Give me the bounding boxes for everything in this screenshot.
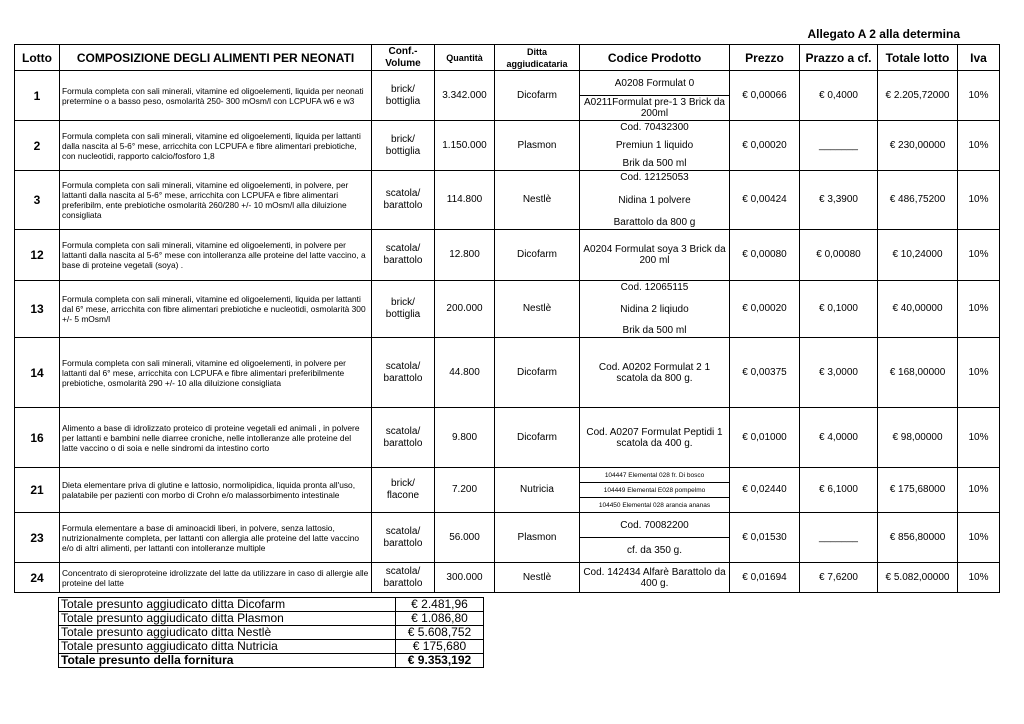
totals-row bbox=[59, 598, 484, 612]
lotto-number: 14 bbox=[15, 338, 60, 408]
conf-volume: scatola/ barattolo bbox=[372, 230, 435, 281]
table-row bbox=[15, 230, 1000, 281]
grand-total-label: Totale presunto della fornitura bbox=[59, 654, 396, 668]
conf-volume: brick/ bottiglia bbox=[372, 71, 435, 121]
product-code-line: Cod. A0202 Formulat 2 1 scatola da 800 g. bbox=[598, 361, 711, 384]
composition-text: Formula completa con sali minerali, vitamine ed oligoelementi, in polvere per lattanti dalla nascita al 5-6° mese con intolleranza alle proteine del latte vaccino, a base di proteine vegetali (soya) . bbox=[60, 230, 372, 281]
vat-rate: 10% bbox=[958, 513, 1000, 563]
product-code-cell bbox=[580, 281, 730, 338]
totals-label: Totale presunto aggiudicato ditta Dicofarm bbox=[59, 598, 396, 612]
supplier-name: Nestlè bbox=[495, 281, 580, 338]
lotto-number: 3 bbox=[15, 171, 60, 230]
unit-price: € 0,01000 bbox=[730, 408, 800, 468]
document-title: Allegato A 2 alla determina bbox=[807, 27, 960, 41]
unit-price: € 0,01530 bbox=[730, 513, 800, 563]
product-code-line: Nidina 2 liqiudo bbox=[620, 303, 689, 315]
quantity-value: 9.800 bbox=[435, 408, 495, 468]
product-code-line: Cod. 12065115 bbox=[620, 282, 689, 293]
supplier-name: Nestlè bbox=[495, 563, 580, 593]
col-header-iva: Iva bbox=[958, 45, 1000, 71]
product-code-cell bbox=[580, 230, 730, 281]
lotto-number: 12 bbox=[15, 230, 60, 281]
unit-price: € 0,00020 bbox=[730, 121, 800, 171]
product-code-cell bbox=[580, 468, 730, 513]
totals-label: Totale presunto aggiudicato ditta Nutricia bbox=[59, 640, 396, 654]
product-code-line: Brik da 500 ml bbox=[622, 158, 687, 169]
quantity-value: 300.000 bbox=[435, 563, 495, 593]
conf-volume: scatola/ barattolo bbox=[372, 513, 435, 563]
totals-label: Totale presunto aggiudicato ditta Plasmon bbox=[59, 612, 396, 626]
col-header-composizione: COMPOSIZIONE DEGLI ALIMENTI PER NEONATI bbox=[60, 45, 372, 71]
col-header-totale: Totale lotto bbox=[878, 45, 958, 71]
table-row bbox=[15, 563, 1000, 593]
lotto-number: 2 bbox=[15, 121, 60, 171]
quantity-value: 1.150.000 bbox=[435, 121, 495, 171]
supplier-name: Dicofarm bbox=[495, 230, 580, 281]
lot-total: € 230,00000 bbox=[878, 121, 958, 171]
product-code-line: Nidina 1 polvere bbox=[618, 194, 691, 206]
product-code-line: Cod. 12125053 bbox=[620, 172, 689, 183]
vat-rate: 10% bbox=[958, 338, 1000, 408]
product-code-cell bbox=[580, 563, 730, 593]
lot-total: € 10,24000 bbox=[878, 230, 958, 281]
table-row bbox=[15, 121, 1000, 171]
product-code-line: Cod. A0207 Formulat Peptidi 1 scatola da 400 g. bbox=[586, 426, 723, 449]
table-row bbox=[15, 281, 1000, 338]
composition-text: Concentrato di sieroproteine idrolizzate del latte da utilizzare in caso di allergie alle proteine del latte bbox=[60, 563, 372, 593]
quantity-value: 3.342.000 bbox=[435, 71, 495, 121]
price-per-package: € 6,1000 bbox=[800, 468, 878, 513]
price-per-package: € 3,3900 bbox=[800, 171, 878, 230]
product-code-line: Brik da 500 ml bbox=[622, 325, 687, 336]
unit-price: € 0,00424 bbox=[730, 171, 800, 230]
lot-total: € 5.082,00000 bbox=[878, 563, 958, 593]
lotto-number: 13 bbox=[15, 281, 60, 338]
product-code-cell bbox=[580, 171, 730, 230]
vat-rate: 10% bbox=[958, 281, 1000, 338]
unit-price: € 0,00020 bbox=[730, 281, 800, 338]
table-row bbox=[15, 338, 1000, 408]
lotto-number: 23 bbox=[15, 513, 60, 563]
lots-table bbox=[14, 44, 1000, 593]
lot-total: € 175,68000 bbox=[878, 468, 958, 513]
table-row bbox=[15, 71, 1000, 121]
product-code-line: 104449 Elemental E028 pompelmo bbox=[580, 483, 729, 498]
product-code-line: A0204 Formulat soya 3 Brick da 200 ml bbox=[583, 244, 726, 266]
col-header-lotto: Lotto bbox=[15, 45, 60, 71]
table-row bbox=[15, 513, 1000, 563]
grand-total-row bbox=[59, 654, 484, 668]
composition-text: Formula completa con sali minerali, vitamine ed oligoelementi, liquida per lattanti dal 6° mese, arricchita con fibre alimentari prebiotiche e nucleotidi, osmolarità 300 +/- 5 mOsm/l bbox=[60, 281, 372, 338]
conf-volume: scatola/ barattolo bbox=[372, 171, 435, 230]
table-header-row bbox=[15, 45, 1000, 71]
totals-label: Totale presunto aggiudicato ditta Nestlè bbox=[59, 626, 396, 640]
lot-total: € 168,00000 bbox=[878, 338, 958, 408]
price-per-package: _______ bbox=[800, 513, 878, 563]
supplier-name: Dicofarm bbox=[495, 71, 580, 121]
col-header-ditta: Ditta aggiudicataria bbox=[495, 45, 580, 71]
vat-rate: 10% bbox=[958, 408, 1000, 468]
lot-total: € 2.205,72000 bbox=[878, 71, 958, 121]
quantity-value: 114.800 bbox=[435, 171, 495, 230]
col-header-codice: Codice Prodotto bbox=[580, 45, 730, 71]
composition-text: Formula completa con sali minerali, vitamine ed oligoelementi, liquida per lattanti dalla nascita al 5-6° mese, arricchita con LCPUFA e fibre alimentari prebiotiche, con nucleotidi, rapporto calcio/fosforo 1,8 bbox=[60, 121, 372, 171]
product-code-line: cf. da 350 g. bbox=[626, 544, 683, 556]
price-per-package: € 0,00080 bbox=[800, 230, 878, 281]
composition-text: Formula elementare a base di aminoacidi liberi, in polvere, senza lattosio, nutrizionalmente completa, per lattanti con allergia alle proteine del latte vaccino e/o di altri alimenti, per lattanti con intolleranze multiple bbox=[60, 513, 372, 563]
table-row bbox=[15, 408, 1000, 468]
product-code-cell bbox=[580, 408, 730, 468]
product-code-line: 104447 Elemental 028 fr. Di bosco bbox=[580, 468, 729, 483]
product-code-cell bbox=[580, 121, 730, 171]
product-code-line: Barattolo da 800 g bbox=[613, 217, 696, 228]
product-code-line: Cod. 70432300 bbox=[620, 122, 689, 133]
quantity-value: 200.000 bbox=[435, 281, 495, 338]
totals-row bbox=[59, 640, 484, 654]
lotto-number: 1 bbox=[15, 71, 60, 121]
table-row bbox=[15, 171, 1000, 230]
quantity-value: 44.800 bbox=[435, 338, 495, 408]
supplier-name: Plasmon bbox=[495, 513, 580, 563]
quantity-value: 12.800 bbox=[435, 230, 495, 281]
price-per-package: _______ bbox=[800, 121, 878, 171]
totals-value: € 175,680 bbox=[396, 640, 484, 654]
supplier-name: Nestlè bbox=[495, 171, 580, 230]
composition-text: Dieta elementare priva di glutine e lattosio, normolipidica, liquida pronta all'uso, palatabile per pazienti con morbo di Crohn e/o malassorbimento intestinale bbox=[60, 468, 372, 513]
supplier-name: Dicofarm bbox=[495, 338, 580, 408]
price-per-package: € 7,6200 bbox=[800, 563, 878, 593]
composition-text: Formula completa con sali minerali, vitamine ed oligoelementi, in polvere, per lattanti dalla nascita al 5-6° mese, arricchita con LCPUFA e fibre alimentari preferibilm, ente prebiotiche osmolarità 260/280 +/- 10 mOsm/l alla diluizione consigliata bbox=[60, 171, 372, 230]
product-code-line: A0208 Formulat 0 bbox=[580, 71, 729, 96]
unit-price: € 0,01694 bbox=[730, 563, 800, 593]
product-code-line: Cod. 142434 Alfarè Barattolo da 400 g. bbox=[583, 566, 726, 589]
col-header-prezzo: Prezzo bbox=[730, 45, 800, 71]
lot-total: € 856,80000 bbox=[878, 513, 958, 563]
lot-total: € 98,00000 bbox=[878, 408, 958, 468]
col-header-prezzo-cf: Prazzo a cf. bbox=[800, 45, 878, 71]
product-code-line: Premiun 1 liquido bbox=[615, 140, 694, 151]
lot-total: € 40,00000 bbox=[878, 281, 958, 338]
totals-row bbox=[59, 612, 484, 626]
supplier-name: Plasmon bbox=[495, 121, 580, 171]
lotto-number: 24 bbox=[15, 563, 60, 593]
supplier-name: Nutricia bbox=[495, 468, 580, 513]
composition-text: Alimento a base di idrolizzato proteico di proteine vegetali ed animali , in polvere per lattanti e bambini nelle diarree croniche, nelle intolleranze alle proteine del latte vaccino o di soia e nelle sindromi da intestino corto bbox=[60, 408, 372, 468]
conf-volume: brick/ flacone bbox=[372, 468, 435, 513]
vat-rate: 10% bbox=[958, 171, 1000, 230]
vat-rate: 10% bbox=[958, 230, 1000, 281]
product-code-line: 104450 Elemental 028 arancia ananas bbox=[598, 501, 711, 509]
totals-value: € 2.481,96 bbox=[396, 598, 484, 612]
vat-rate: 10% bbox=[958, 121, 1000, 171]
quantity-value: 7.200 bbox=[435, 468, 495, 513]
unit-price: € 0,02440 bbox=[730, 468, 800, 513]
product-code-cell bbox=[580, 338, 730, 408]
lotto-number: 16 bbox=[15, 408, 60, 468]
vat-rate: 10% bbox=[958, 563, 1000, 593]
product-code-line: Cod. 70082200 bbox=[580, 513, 729, 538]
unit-price: € 0,00066 bbox=[730, 71, 800, 121]
product-code-line: A0211Formulat pre-1 3 Brick da 200ml bbox=[584, 97, 725, 119]
col-header-conf: Conf.- Volume bbox=[372, 45, 435, 71]
product-code-cell bbox=[580, 513, 730, 563]
conf-volume: brick/ bottiglia bbox=[372, 281, 435, 338]
price-per-package: € 0,4000 bbox=[800, 71, 878, 121]
unit-price: € 0,00080 bbox=[730, 230, 800, 281]
vat-rate: 10% bbox=[958, 71, 1000, 121]
supplier-name: Dicofarm bbox=[495, 408, 580, 468]
unit-price: € 0,00375 bbox=[730, 338, 800, 408]
price-per-package: € 0,1000 bbox=[800, 281, 878, 338]
conf-volume: scatola/ barattolo bbox=[372, 563, 435, 593]
totals-value: € 5.608,752 bbox=[396, 626, 484, 640]
lot-total: € 486,75200 bbox=[878, 171, 958, 230]
totals-table bbox=[58, 597, 484, 668]
composition-text: Formula completa con sali minerali, vitamine ed oligoelementi, in polvere per lattanti dal 6° mese, arricchita con LCPUFA e fibre alimentari preferibilmente prebiotiche, osmolarità 290 +/- 10 alla diluizione consigliata bbox=[60, 338, 372, 408]
composition-text: Formula completa con sali minerali, vitamine ed oligoelementi, liquida per neonati pretermine o a basso peso, osmolarità 250- 300 mOsm/l con LCPUFA w6 e w3 bbox=[60, 71, 372, 121]
totals-row bbox=[59, 626, 484, 640]
price-per-package: € 4,0000 bbox=[800, 408, 878, 468]
product-code-cell bbox=[580, 71, 730, 121]
conf-volume: scatola/ barattolo bbox=[372, 338, 435, 408]
price-per-package: € 3,0000 bbox=[800, 338, 878, 408]
conf-volume: scatola/ barattolo bbox=[372, 408, 435, 468]
totals-value: € 1.086,80 bbox=[396, 612, 484, 626]
vat-rate: 10% bbox=[958, 468, 1000, 513]
grand-total-value: € 9.353,192 bbox=[396, 654, 484, 668]
lotto-number: 21 bbox=[15, 468, 60, 513]
quantity-value: 56.000 bbox=[435, 513, 495, 563]
conf-volume: brick/ bottiglia bbox=[372, 121, 435, 171]
col-header-quantita: Quantità bbox=[435, 45, 495, 71]
table-row bbox=[15, 468, 1000, 513]
